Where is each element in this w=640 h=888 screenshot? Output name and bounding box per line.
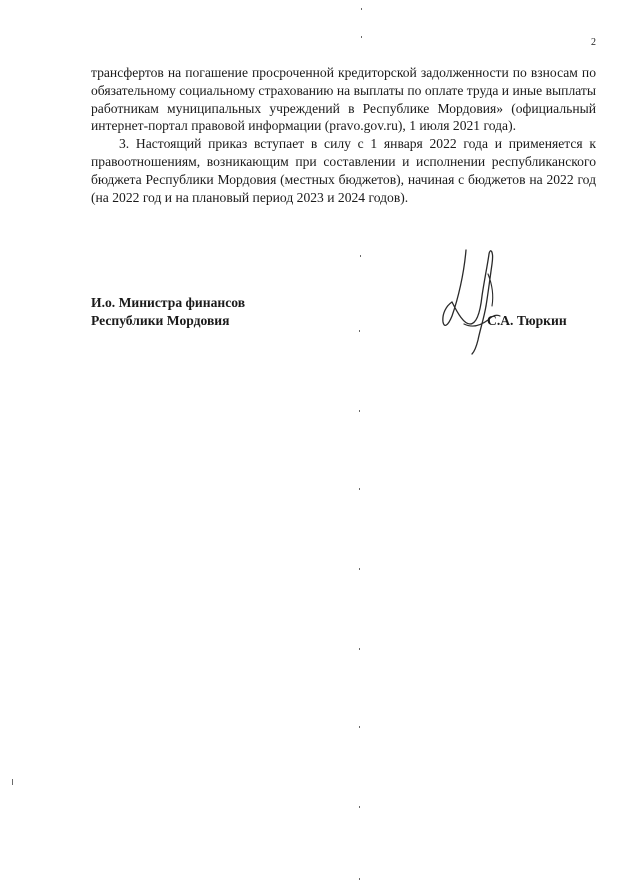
position-line-1: И.о. Министра финансов: [91, 295, 246, 310]
page-number: 2: [591, 37, 596, 48]
document-body: [91, 64, 596, 206]
handwritten-signature: [434, 244, 514, 356]
paragraph-continued: трансфертов на погашение просроченной кредиторской задолженности по взносам по обязательному социальному страхованию на выплаты по оплате труда и иные выплаты работникам муниципальных учреждений в Республике Мордовия» (официальный интернет-портал правовой информации (pravo.gov.ru), 1 июля 2021 года).: [91, 65, 596, 134]
signatory-position: [91, 294, 245, 329]
position-line-2: Республики Мордовия: [91, 312, 230, 328]
signer-name: С.А. Тюркин: [487, 313, 567, 328]
paragraph-3: 3. Настоящий приказ вступает в силу с 1 января 2022 года и применяется к правоотношениям, возникающим при составлении и исполнении республиканского бюджета Республики Мордовия (местных бюджетов), начиная с бюджетов на 2022 год (на 2022 год и на плановый период 2023 и 2024 годов).: [91, 136, 596, 205]
